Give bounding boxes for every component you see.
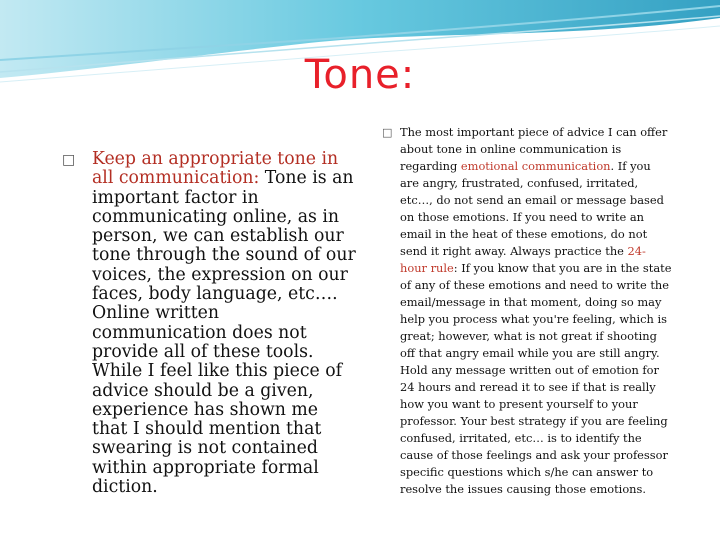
right-text-part1: The most important piece of advice I can offer about tone in online communication is regarding bbox=[400, 125, 668, 173]
bullet-icon: □ bbox=[382, 126, 393, 139]
slide-title: Tone: bbox=[304, 52, 416, 98]
highlight-emotional-communication: emotional communication bbox=[460, 159, 611, 173]
left-bullet-text bbox=[78, 150, 358, 497]
left-body-text: Tone is an important factor in communicating online, as in person, we can establish our tone through the sound of our voices, the expression on our faces, body language, etc…. Online written communication does not provide all of these tools. While I feel like this piece of advice should be a given, experience has shown me that I should mention that swearing is not contained within appropriate formal diction. bbox=[92, 168, 356, 498]
bullet-icon: □ bbox=[62, 152, 76, 168]
highlight-24-hour-rule: 24-hour rule bbox=[400, 244, 646, 275]
right-text-part2: . If you are angry, frustrated, confused, irritated, etc…, do not send an email or message based on those emotions. If you need to write an email in the heat of these emotions, do not send it right away. Always practice the bbox=[400, 159, 664, 258]
right-bullet-text bbox=[400, 124, 672, 498]
left-lead-text: Keep an appropriate tone in all communication: bbox=[92, 149, 339, 189]
right-text-part3: : If you know that you are in the state of any of these emotions and need to write the email/message in that moment, doing so may help you process what you're feeling, which is great; however, what is not great if shooting off that angry email while you are still angry. Hold any message written out of emotion for 24 hours and reread it to see if that is really how you want to present yourself to your professor. Your best strategy if you are feeling confused, irritated, etc… is to identify the cause of those feelings and ask your professor specific questions which s/he can answer to resolve the issues causing those emotions. bbox=[400, 261, 672, 496]
